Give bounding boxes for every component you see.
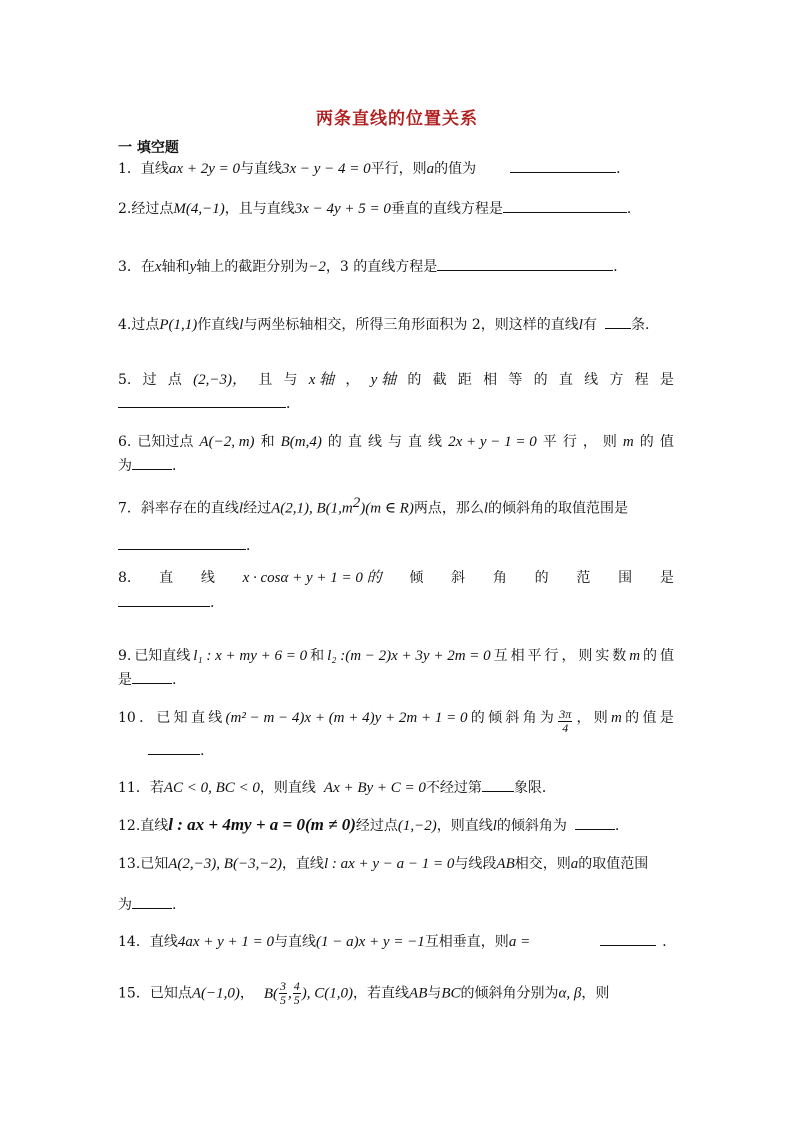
word: 行 xyxy=(544,648,559,664)
fraction: $\frac{4}{5}$ xyxy=(293,979,300,1007)
word: 线 xyxy=(208,710,223,726)
word: 相 xyxy=(483,372,498,388)
word: 10 xyxy=(118,710,136,726)
word: 线 xyxy=(584,372,599,388)
answer-blank[interactable] xyxy=(132,894,172,909)
question-15: 15．已知点A(−1,0)， B( $\frac{3}{5}$ , $\frac{4}{5}$ ), C(1,0)，若直线AB与BC的倾斜角分别为α, β，则 xyxy=(118,979,610,1007)
word: 是 xyxy=(659,710,674,726)
answer-blank[interactable] xyxy=(600,931,656,946)
word: y 轴 xyxy=(370,372,397,388)
word: 实 xyxy=(595,648,610,664)
word: 行 xyxy=(562,434,577,450)
word: (2,−3)， xyxy=(193,372,247,388)
word: 9. xyxy=(118,648,132,664)
word: 的 xyxy=(643,648,658,664)
question-6-answer: 为 ． xyxy=(118,455,674,476)
fraction: $\frac{3}{5}$ xyxy=(280,979,287,1007)
word: 的 xyxy=(639,434,654,450)
word: 直 xyxy=(408,434,422,450)
word: 倾 xyxy=(409,570,424,586)
word: 倾 xyxy=(488,710,503,726)
question-9-answer: 是 . xyxy=(118,669,674,690)
question-8-answer: . xyxy=(118,592,674,613)
word: 数 xyxy=(612,648,627,664)
word: 互 xyxy=(493,648,508,664)
word: 和 xyxy=(310,648,325,664)
question-12: 12.直线l : ax + 4my + a = 0(m ≠ 0)经过点(1,−2)，则直线l的倾斜角为 . xyxy=(118,815,620,834)
word: 直 xyxy=(159,570,174,586)
answer-blank[interactable] xyxy=(118,592,210,607)
word: 角 xyxy=(492,570,507,586)
fraction-3pi-over-4: $\frac{3\pi}{4}$ xyxy=(559,707,572,735)
word: 且 xyxy=(258,372,273,388)
question-13: 13.已知A(2,−3), B(−3,−2)，直线l : ax + y − a − 1 = 0与线段AB相交，则a的取值范围 xyxy=(118,856,649,872)
question-14: 14．直线4ax + y + 1 = 0与直线(1 − a)x + y = −1互相垂直，则a = ． xyxy=(118,931,674,952)
word: 值 xyxy=(659,434,674,450)
word: 与 xyxy=(283,372,298,388)
word: 值 xyxy=(642,710,657,726)
answer-blank[interactable] xyxy=(503,198,627,213)
question-10 xyxy=(118,708,674,735)
question-5 xyxy=(118,370,674,390)
word: 方 xyxy=(609,372,624,388)
word: 程 xyxy=(634,372,649,388)
question-9 xyxy=(118,646,674,666)
question-6 xyxy=(118,432,674,452)
word: 平 xyxy=(542,434,557,450)
word: 过 xyxy=(142,372,157,388)
question-8 xyxy=(118,568,674,588)
answer-blank[interactable] xyxy=(575,815,615,830)
question-10-answer: . xyxy=(118,740,674,761)
word: 的 xyxy=(327,434,342,450)
answer-blank[interactable] xyxy=(132,669,172,684)
question-11: 11．若AC < 0, BC < 0，则直线 Ax + By + C = 0不经过第 象限． xyxy=(118,777,674,798)
word: 斜 xyxy=(451,570,466,586)
word: 则 xyxy=(578,648,593,664)
word: 斜 xyxy=(505,710,520,726)
question-13-answer: 为 . xyxy=(118,894,674,915)
question-7: 7．斜率存在的直线l经过A(2,1), $B(1,m^2)(m$ ∈ R)两点，那么l的倾斜角的取值范围是 xyxy=(118,495,629,517)
word: 线 xyxy=(200,570,215,586)
word: 平 xyxy=(527,648,542,664)
word: 点 xyxy=(167,372,182,388)
question-7-answer: ． xyxy=(118,535,674,556)
word: 8. xyxy=(118,570,132,586)
word: B(m,4) xyxy=(280,434,322,450)
word: 已知过点 xyxy=(137,434,194,450)
word: 线 xyxy=(428,434,443,450)
section-heading: 一 填空题 xyxy=(118,140,179,156)
word: m xyxy=(611,710,622,726)
word: 与 xyxy=(387,434,402,450)
word: 是 xyxy=(659,570,674,586)
word: 则 xyxy=(593,710,608,726)
word: 则 xyxy=(602,434,617,450)
question-2: 2.经过点M(4,−1)，且与直线3x − 4y + 5 = 0垂直的直线方程是 ． xyxy=(118,198,674,219)
page-title: 两条直线的位置关系 xyxy=(316,109,478,129)
word: 的 xyxy=(470,710,485,726)
word: ， xyxy=(345,372,360,388)
word: 为 xyxy=(539,710,554,726)
answer-blank[interactable] xyxy=(148,740,200,755)
word: 直 xyxy=(190,710,205,726)
word: x 轴 xyxy=(308,372,335,388)
word: 和 xyxy=(260,434,275,450)
question-1: 1．直线ax + 2y = 0与直线3x − y − 4 = 0平行，则a的值为 ． xyxy=(118,158,674,179)
question-4: 4.过点P(1,1)作直线l与两坐标轴相交，所得三角形面积为 2，则这样的直线l有 条. xyxy=(118,314,674,335)
word: 的 xyxy=(407,372,422,388)
answer-blank[interactable] xyxy=(437,256,613,271)
word: l₂ :(m − 2)x + 3y + 2m = 0 xyxy=(327,648,491,664)
answer-blank[interactable] xyxy=(118,535,246,550)
word: ， xyxy=(561,648,576,664)
word: 围 xyxy=(618,570,633,586)
word: 5. xyxy=(118,372,132,388)
word: 2x + y − 1 = 0 xyxy=(448,434,537,450)
word: 直 xyxy=(347,434,362,450)
answer-blank[interactable] xyxy=(605,314,631,329)
word: 截 xyxy=(432,372,447,388)
word: x · cosα + y + 1 = 0 的 xyxy=(242,570,382,586)
word: 直 xyxy=(558,372,573,388)
word: 值 xyxy=(660,648,674,664)
word: (m² − m − 4)x + (m + 4)y + 2m + 1 = 0 xyxy=(225,710,468,726)
answer-blank[interactable] xyxy=(118,393,286,408)
word: 角 xyxy=(522,710,537,726)
word: A(−2, m) xyxy=(199,434,255,450)
word: m xyxy=(629,648,641,664)
word: 线 xyxy=(367,434,382,450)
word: 已 xyxy=(156,710,171,726)
word: m xyxy=(622,434,634,450)
word: 是 xyxy=(659,372,674,388)
word: 的 xyxy=(534,570,549,586)
answer-blank[interactable] xyxy=(482,777,514,792)
word: 已知直线 xyxy=(134,648,191,664)
word: l₁ : x + my + 6 = 0 xyxy=(193,648,308,664)
word: 的 xyxy=(533,372,548,388)
word: ， xyxy=(582,434,597,450)
answer-blank[interactable] xyxy=(132,455,172,470)
question-5-answer: ． xyxy=(118,393,674,414)
word: 等 xyxy=(508,372,523,388)
word: 6. xyxy=(118,434,132,450)
word: ， xyxy=(576,710,591,726)
word: 的 xyxy=(625,710,640,726)
word: 范 xyxy=(576,570,591,586)
word: ． xyxy=(139,710,154,726)
word: 相 xyxy=(510,648,525,664)
question-3: 3．在x轴和y轴上的截距分别为−2，3 的直线方程是 ． xyxy=(118,256,674,277)
word: 距 xyxy=(457,372,472,388)
word: 知 xyxy=(173,710,188,726)
answer-blank[interactable] xyxy=(510,158,616,173)
